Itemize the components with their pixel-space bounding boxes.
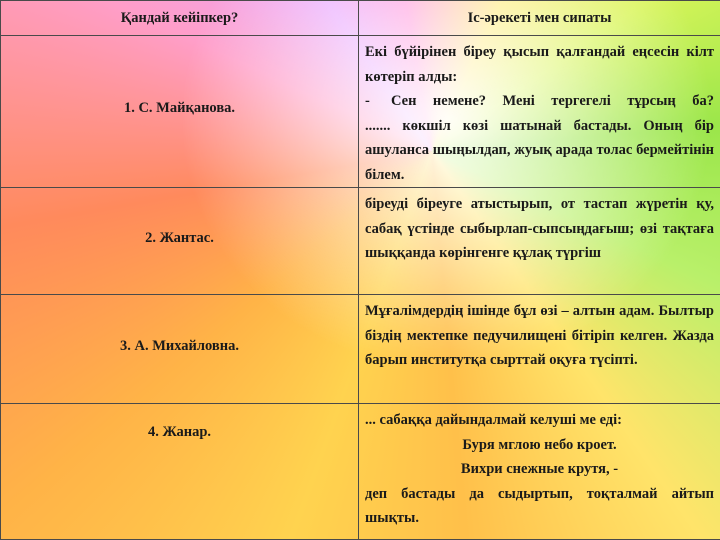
character-cell	[1, 404, 359, 540]
dash-mark: -	[365, 93, 370, 109]
character-name: 2. Жантас.	[145, 229, 214, 246]
table-row	[1, 36, 720, 188]
character-cell	[1, 188, 359, 295]
table-row	[1, 188, 720, 295]
character-name: 1. С. Майқанова.	[123, 100, 236, 116]
character-cell	[1, 295, 359, 404]
poem-line: Вихри снежные крутя, -	[460, 461, 619, 477]
description-cell	[359, 295, 720, 404]
description-text: ... сабаққа дайындалмай келуші ме еді:	[365, 412, 622, 428]
description-text: ....... көкшіл көзі шатынай бастады. Оның бір ашуланса шыңылдап, жуық арада толас бермейтінін білем.	[365, 117, 714, 183]
character-cell	[1, 36, 359, 188]
description-text: деп бастады да сыдыртып, тоқталмай айтып шықты.	[365, 485, 714, 526]
description-text: Мұғалімдердің ішінде бұл өзі – алтын адам. Былтыр біздің мектепке педучилищені бітіріп келген. Жазда барып институтқа сырттай оқуға түсіпті.	[365, 303, 714, 368]
character-name: 4. Жанар.	[147, 424, 212, 440]
header-actions: Іс-әрекеті мен сипаты	[359, 1, 720, 36]
header-character: Қандай кейіпкер?	[1, 1, 359, 36]
dialogue-line	[365, 89, 714, 114]
table-header-row	[1, 1, 720, 36]
character-name: 3. А. Михайловна.	[119, 337, 239, 354]
description-text: Екі бүйірінен біреу қысып қалғандай еңсесін кілт көтеріп алды:	[365, 44, 714, 85]
description-cell	[359, 404, 720, 540]
table-row	[1, 295, 720, 404]
dialogue-text: Сен немене? Мені тергегелі тұрсың ба?	[391, 93, 714, 109]
poem-line: Буря мглою небо кроет.	[462, 436, 617, 453]
table-row	[1, 404, 720, 540]
description-cell	[359, 36, 720, 188]
description-cell	[359, 188, 720, 295]
description-text: біреуді біреуге атыстырып, от тастап жүретін қу, сабақ үстінде сыбырлап-сыпсыңдағыш; өзі тақтаға шыққанда көрінгенге құлақ түргіш	[365, 196, 714, 261]
